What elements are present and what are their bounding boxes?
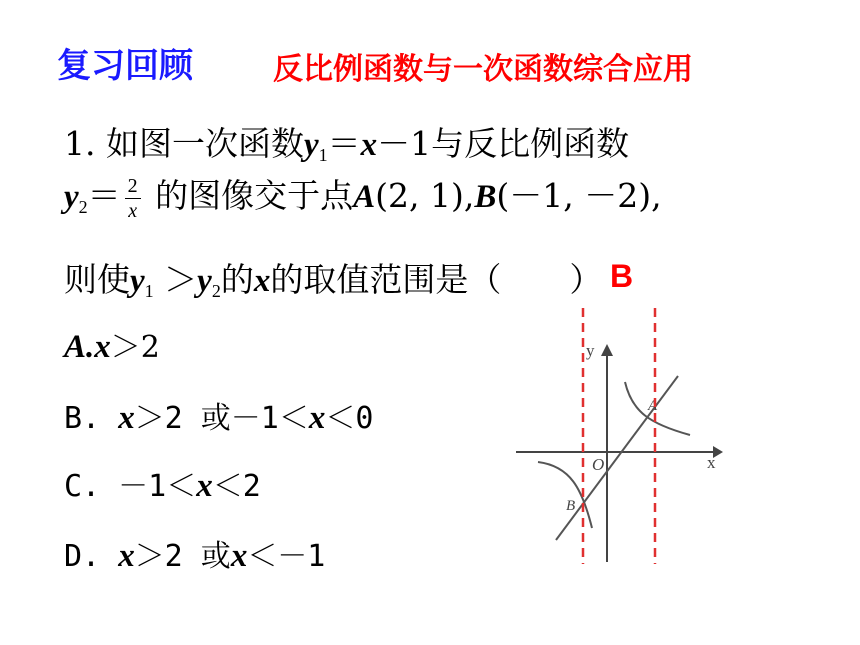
y-axis-arrow bbox=[601, 344, 613, 356]
linear-function-line bbox=[556, 376, 678, 540]
graph-point-a-label: A bbox=[648, 398, 658, 414]
slide-title: 复习回顾 bbox=[57, 46, 193, 86]
option-a: A.x＞2 bbox=[64, 329, 160, 365]
fraction: $\frac{2}{x}$ bbox=[125, 174, 141, 223]
option-b: B. x＞2 或－1＜x＜0 bbox=[64, 400, 374, 436]
function-graph bbox=[510, 300, 730, 570]
option-c: C. －1＜x＜2 bbox=[64, 468, 261, 504]
graph-point-b-label: B bbox=[566, 498, 576, 514]
question-line-1: 1. 如图一次函数$y_1=x-1$与反比例函数 bbox=[64, 124, 630, 165]
graph-y-label: y bbox=[586, 341, 595, 360]
answer-text: B bbox=[610, 258, 634, 294]
graph-origin-label: O bbox=[592, 455, 605, 474]
graph-x-label: x bbox=[707, 453, 716, 472]
hyperbola-branch-q1 bbox=[625, 382, 690, 435]
question-line-3: 则使$y_1 >y_2$的x的取值范围是（ ） bbox=[64, 260, 603, 301]
option-d: D. x＞2 或x＜－1 bbox=[64, 538, 326, 574]
slide-subtitle: 反比例函数与一次函数综合应用 bbox=[273, 52, 693, 87]
question-line-2: $y_2=$ $\frac{2}{x}$ 的图像交于点A(2, 1),B(－1, －2), bbox=[64, 174, 662, 222]
